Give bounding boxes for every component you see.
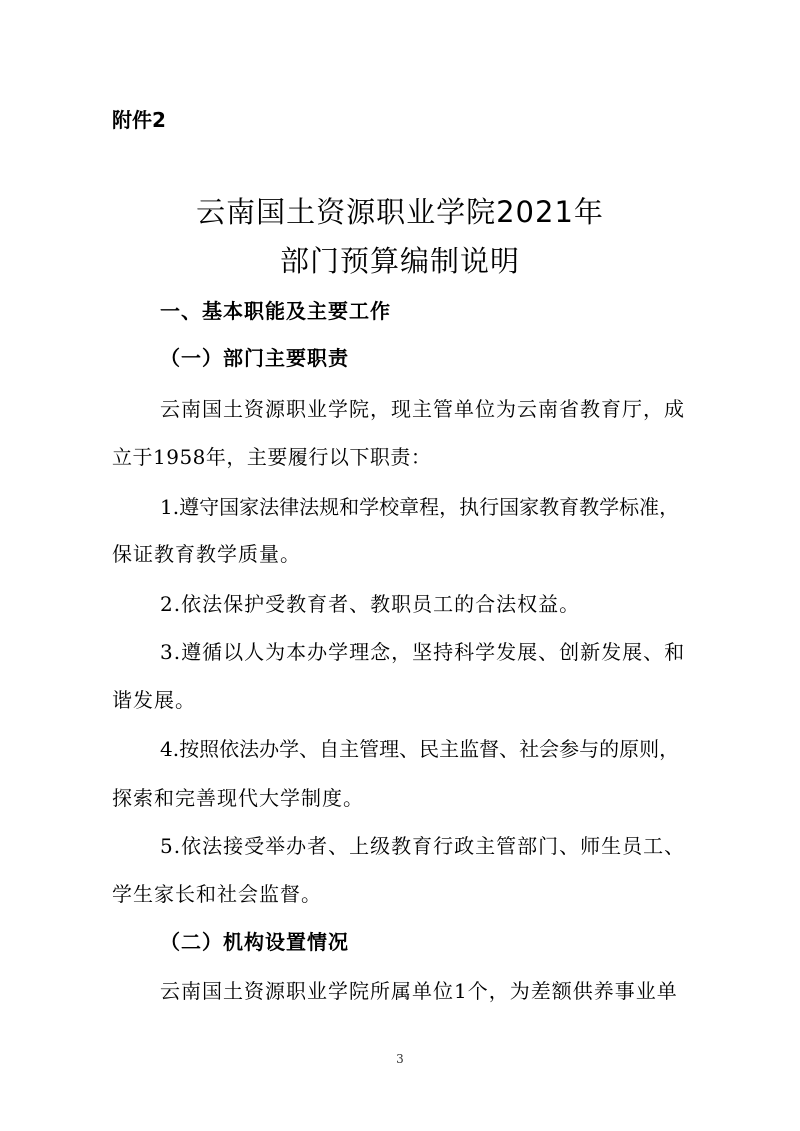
duty-item-4-line1: 4.按照依法办学、自主管理、民主监督、社会参与的原则，	[160, 737, 680, 761]
attachment-label: 附件2	[112, 108, 166, 132]
duty-item-4-line2: 探索和完善现代大学制度。	[112, 786, 364, 810]
duty-item-2: 2.依法保护受教育者、教职员工的合法权益。	[160, 592, 581, 616]
duty-item-3-line1: 3.遵循以人为本办学理念，坚持科学发展、创新发展、和	[160, 640, 686, 664]
intro-paragraph-line1: 云南国土资源职业学院，现主管单位为云南省教育厅，成	[160, 397, 685, 421]
duty-item-1-line1: 1.遵守国家法律法规和学校章程，执行国家教育教学标准，	[160, 495, 680, 519]
page-number: 3	[396, 1052, 404, 1066]
section-heading-basic-functions: 一、基本职能及主要工作	[160, 299, 391, 323]
document-title-line1: 云南国土资源职业学院2021年	[196, 195, 604, 229]
document-title-line2: 部门预算编制说明	[279, 244, 520, 278]
org-paragraph-line1: 云南国土资源职业学院所属单位1个，为差额供养事业单	[160, 979, 678, 1003]
duty-item-3-line2: 谐发展。	[112, 688, 196, 712]
duty-item-1-line2: 保证教育教学质量。	[112, 542, 301, 566]
duty-item-5-line2: 学生家长和社会监督。	[112, 882, 322, 906]
duty-item-5-line1: 5.依法接受举办者、上级教育行政主管部门、师生员工、	[160, 834, 686, 858]
subsection-heading-main-duties: （一）部门主要职责	[160, 346, 349, 370]
subsection-heading-org-structure: （二）机构设置情况	[160, 930, 349, 954]
intro-paragraph-line2: 立于1958年，主要履行以下职责：	[112, 445, 432, 469]
